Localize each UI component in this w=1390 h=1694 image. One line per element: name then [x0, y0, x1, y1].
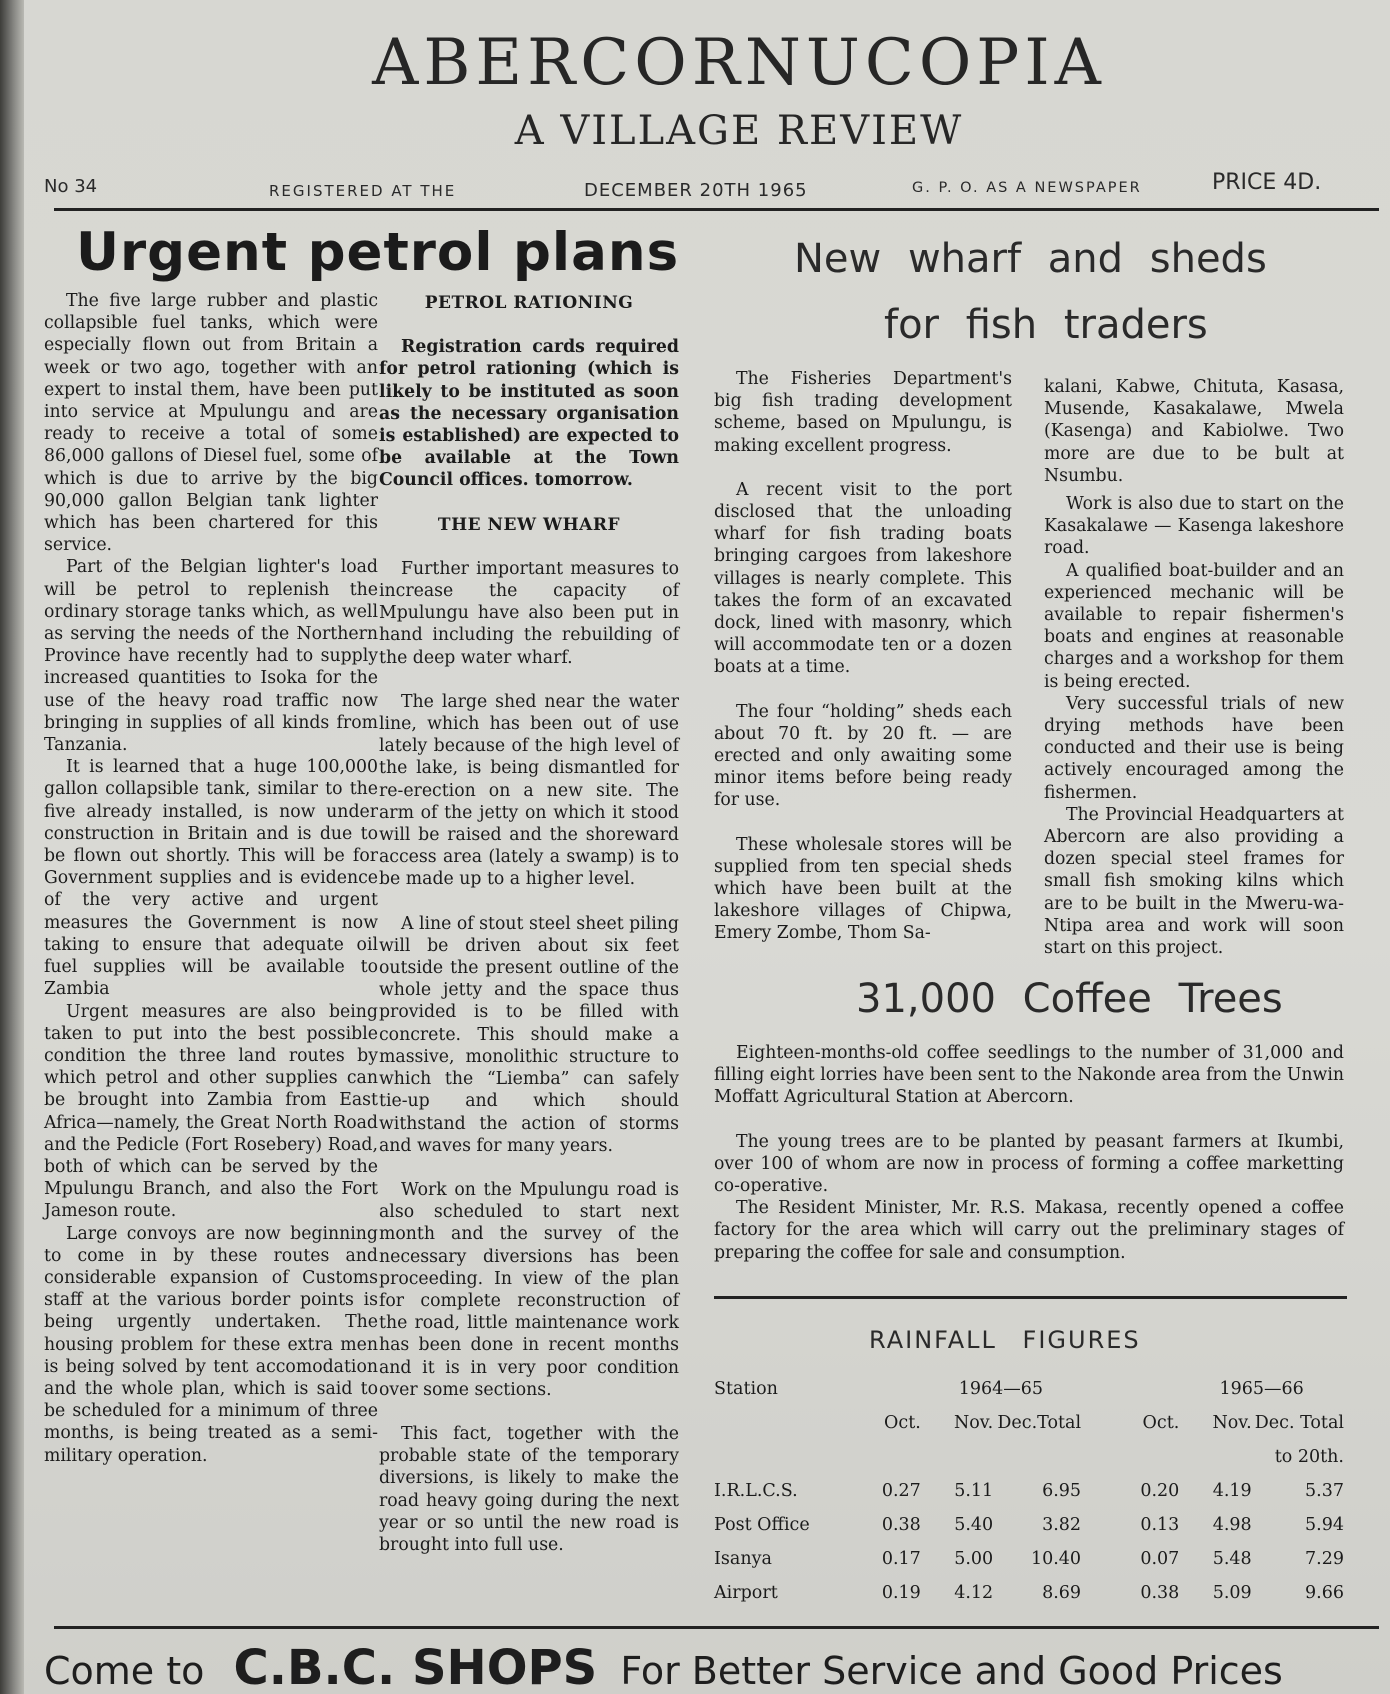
issue-number: No 34	[44, 176, 98, 197]
wharf-paragraph: This fact, together with the probable state of the temporary diversions, is likely to make the road heavy going during the next year or so until the new road is brought into full use.	[379, 1423, 679, 1555]
rainfall-value: 0.20	[1140, 1481, 1180, 1501]
wharf-paragraph: Work is also due to start on the Kasakalawe — Kasenga lakeshore road.	[1044, 494, 1344, 559]
rainfall-value: 0.19	[881, 1583, 921, 1603]
masthead-rule	[54, 208, 1379, 211]
table-row	[714, 1508, 1344, 1542]
petrol-headline: Urgent petrol plans	[76, 222, 680, 283]
rationing-paragraph: Registration cards required for petrol rationing (which is likely to be instituted as soon as the necessary organisation is established) are expected to be available at the Town Council offices. tomorrow.	[379, 337, 679, 491]
wharf-paragraph: Further important measures to increase the capacity of Mpulungu have also been put in hand including the rebuilding of the deep water wharf.	[379, 558, 679, 668]
rainfall-value: 0.38	[881, 1515, 921, 1535]
footer-rule	[54, 1626, 1379, 1629]
issue-date: DECEMBER 20TH 1965	[584, 180, 808, 201]
wharf-paragraph: A line of stout steel sheet piling will be driven about six feet outside the present outline of the whole jetty and the space thus provided is to be filled with concrete. This should make a massive, monolithic structure to which the “Liemba” can safely tie-up and which should withstand the action of storms and waves for many years.	[379, 913, 679, 1156]
rainfall-value: 5.09	[1212, 1583, 1252, 1603]
wharf-headline-line2: for fish traders	[884, 302, 1208, 348]
rainfall-value: 7.29	[1305, 1549, 1344, 1569]
month-header: Dec.Total	[997, 1413, 1082, 1433]
rainfall-value: 0.07	[1140, 1549, 1180, 1569]
petrol-paragraph: Urgent measures are also being taken to put into the best possible condition the three land routes by which petrol and other supplies can be brought into Zambia from East Africa—namely, the Great North Road and the Pedicle (Fort Rosebery) Road, both of which can be served by the Mpulungu Branch, and also the Fort Jameson route.	[44, 1001, 378, 1222]
coffee-body	[714, 1042, 1344, 1264]
newspaper-page	[24, 0, 1390, 1694]
advert-banner	[44, 1640, 1283, 1694]
rationing-subheading: PETROL RATIONING	[424, 293, 634, 313]
rainfall-value: 0.13	[1140, 1515, 1180, 1535]
rainfall-value: 4.12	[954, 1583, 994, 1603]
table-row	[714, 1576, 1344, 1610]
rainfall-value: 10.40	[1030, 1549, 1082, 1569]
wharf-column-2	[1044, 376, 1344, 959]
wharf-paragraph: kalani, Kabwe, Chituta, Kasasa, Musende, Kasakalawe, Mwela (Kasenga) and Kabiolwe. Two more are due to be bult at Nsumbu.	[1044, 377, 1344, 486]
rainfall-value: 4.19	[1212, 1481, 1252, 1501]
rainfall-value: 9.66	[1305, 1583, 1344, 1603]
wharf-paragraph: These wholesale stores will be supplied from ten special sheds which have been built at the lakeshore villages of Chipwa, Emery Zombe, Thom Sa-	[714, 834, 1012, 944]
rainfall-value: 0.27	[881, 1481, 921, 1501]
wharf-paragraph: A recent visit to the port disclosed that the unloading wharf for fish trading boats bringing cargoes from lakeshore villages is nearly complete. This takes the form of an excavated dock, lined with masonry, which will accommodate ten or a dozen boats at a time.	[714, 479, 1012, 678]
petrol-column-2	[379, 292, 679, 1556]
petrol-paragraph: Large convoys are now beginning to come in by these routes and considerable expansion of Customs staff at the various border points is being urgently undertaken. The housing problem for these extra men is being solved by tent accomodation and the whole plan, which is said to be scheduled for a minimum of three months, is being treated as a semi-military operation.	[44, 1223, 378, 1466]
rainfall-value: 8.69	[1042, 1583, 1082, 1603]
rainfall-table	[714, 1372, 1344, 1610]
month-header: Oct.	[1142, 1413, 1180, 1433]
station-name: Post Office	[714, 1515, 810, 1535]
rainfall-title: RAINFALL FIGURES	[869, 1326, 1141, 1354]
table-row	[714, 1542, 1344, 1576]
rainfall-value: 5.11	[954, 1481, 994, 1501]
petrol-paragraph: Part of the Belgian lighter's load will be petrol to replenish the ordinary storage tanks which, as well as serving the needs of the Northern Province have recently had to supply increased quantities to Isoka for the use of the heavy road traffic now bringing in supplies of all kinds from Tanzania.	[44, 557, 378, 756]
to-date-note: to 20th.	[1274, 1447, 1344, 1467]
station-name: I.R.L.C.S.	[714, 1481, 798, 1501]
new-wharf-subheading: THE NEW WHARF	[437, 514, 621, 535]
period-2-label: 1965—66	[1219, 1379, 1304, 1399]
petrol-paragraph: The five large rubber and plastic collapsible fuel tanks, which were especially flown out from Britain a week or two ago, together with an expert to instal them, have been put into service at Mpulungu and are ready to receive a total of some 86,000 gallons of Diesel fuel, some of which is due to arrive by the big 90,000 gallon Belgian tank lighter which has been chartered for this service.	[44, 291, 378, 556]
petrol-column-1	[44, 290, 378, 1467]
wharf-headline-line1: New wharf and sheds	[794, 236, 1267, 282]
advert-prefix: Come to	[44, 1649, 205, 1693]
rainfall-value: 3.82	[1042, 1515, 1082, 1535]
rainfall-value: 5.40	[954, 1515, 994, 1535]
rainfall-value: 5.37	[1305, 1481, 1344, 1501]
rainfall-note-row	[714, 1440, 1344, 1474]
advert-brand: C.B.C. SHOPS	[233, 1640, 598, 1694]
price: PRICE 4D.	[1212, 170, 1322, 195]
wharf-paragraph: Work on the Mpulungu road is also scheduled to start next month and the survey of the necessary diversions has been proceeding. In view of the plan for complete reconstruction of the road, little maintenance work has been done in recent months and it is in very poor condition over some sections.	[379, 1179, 679, 1400]
advert-suffix: For Better Service and Good Prices	[620, 1649, 1283, 1693]
wharf-column-1	[714, 368, 1012, 945]
rainfall-value: 5.48	[1212, 1549, 1252, 1569]
rainfall-value: 0.38	[1140, 1583, 1180, 1603]
rainfall-value: 6.95	[1042, 1481, 1082, 1501]
coffee-paragraph: Eighteen-months-old coffee seedlings to the number of 31,000 and filling eight lorries have been sent to the Nakonde area from the Unwin Moffatt Agricultural Station at Abercorn.	[714, 1043, 1344, 1108]
rainfall-value: 0.17	[881, 1549, 921, 1569]
station-name: Isanya	[714, 1549, 772, 1569]
rainfall-value: 4.98	[1212, 1515, 1252, 1535]
table-row	[714, 1474, 1344, 1508]
station-name: Airport	[714, 1583, 778, 1603]
petrol-paragraph: It is learned that a huge 100,000 gallon collapsible tank, similar to the five already installed, is now under construction in Britain and is due to be flown out shortly. This will be for Government supplies and is evidence of the very active and urgent measures the Government is now taking to ensure that adequate oil fuel supplies will be available to Zambia	[44, 757, 378, 1000]
registered-right: G. P. O. AS A NEWSPAPER	[912, 180, 1142, 196]
month-header: Nov.	[953, 1413, 994, 1433]
month-header: Oct.	[884, 1413, 921, 1433]
wharf-paragraph: The Provincial Headquarters at Abercorn are also providing a dozen special steel frames for small fish smoking kilns which are to be built in the Mweru-wa-Ntipa area and work will soon start on this project.	[1044, 804, 1344, 959]
wharf-paragraph: A qualified boat-builder and an experienced mechanic will be available to repair fishermen's boats and engines at reasonable charges and a workshop for them is being erected.	[1044, 560, 1344, 692]
registered-left: REGISTERED AT THE	[269, 182, 457, 200]
month-header: Nov.	[1212, 1413, 1252, 1433]
wharf-paragraph: The Fisheries Department's big fish trading development scheme, based on Mpulungu, is making excellent progress.	[714, 369, 1012, 456]
period-1-label: 1964—65	[958, 1379, 1044, 1399]
binding-spine	[0, 0, 24, 1694]
wharf-paragraph: Very successful trials of new drying methods have been conducted and their use is being actively encouraged among the fishermen.	[1044, 693, 1344, 803]
rainfall-value: 5.94	[1305, 1515, 1344, 1535]
masthead-title: ABERCORNUCOPIA	[372, 26, 1106, 100]
rainfall-month-row	[714, 1406, 1344, 1440]
rainfall-period-row	[714, 1372, 1344, 1406]
masthead-subtitle: A VILLAGE REVIEW	[514, 108, 964, 154]
station-label: Station	[714, 1379, 778, 1399]
coffee-paragraph: The young trees are to be planted by peasant farmers at Ikumbi, over 100 of whom are now in process of forming a coffee marketting co-operative.	[714, 1131, 1344, 1197]
rainfall-top-rule	[714, 1296, 1347, 1299]
rainfall-value: 5.00	[954, 1549, 994, 1569]
wharf-paragraph: The large shed near the water line, which has been out of use lately because of the high level of the lake, is being dismantled for re-erection on a new site. The arm of the jetty on which it stood will be raised and the shoreward access area (lately a swamp) is to be made up to a higher level.	[379, 691, 679, 890]
coffee-paragraph: The Resident Minister, Mr. R.S. Makasa, recently opened a coffee factory for the area which will carry out the preliminary stages of preparing the coffee for sale and consumption.	[714, 1198, 1344, 1263]
month-header: Dec. Total	[1254, 1413, 1344, 1433]
coffee-headline: 31,000 Coffee Trees	[856, 976, 1283, 1022]
wharf-paragraph: The four “holding” sheds each about 70 ft. by 20 ft. — are erected and only awaiting some minor items before being ready for use.	[714, 701, 1012, 811]
